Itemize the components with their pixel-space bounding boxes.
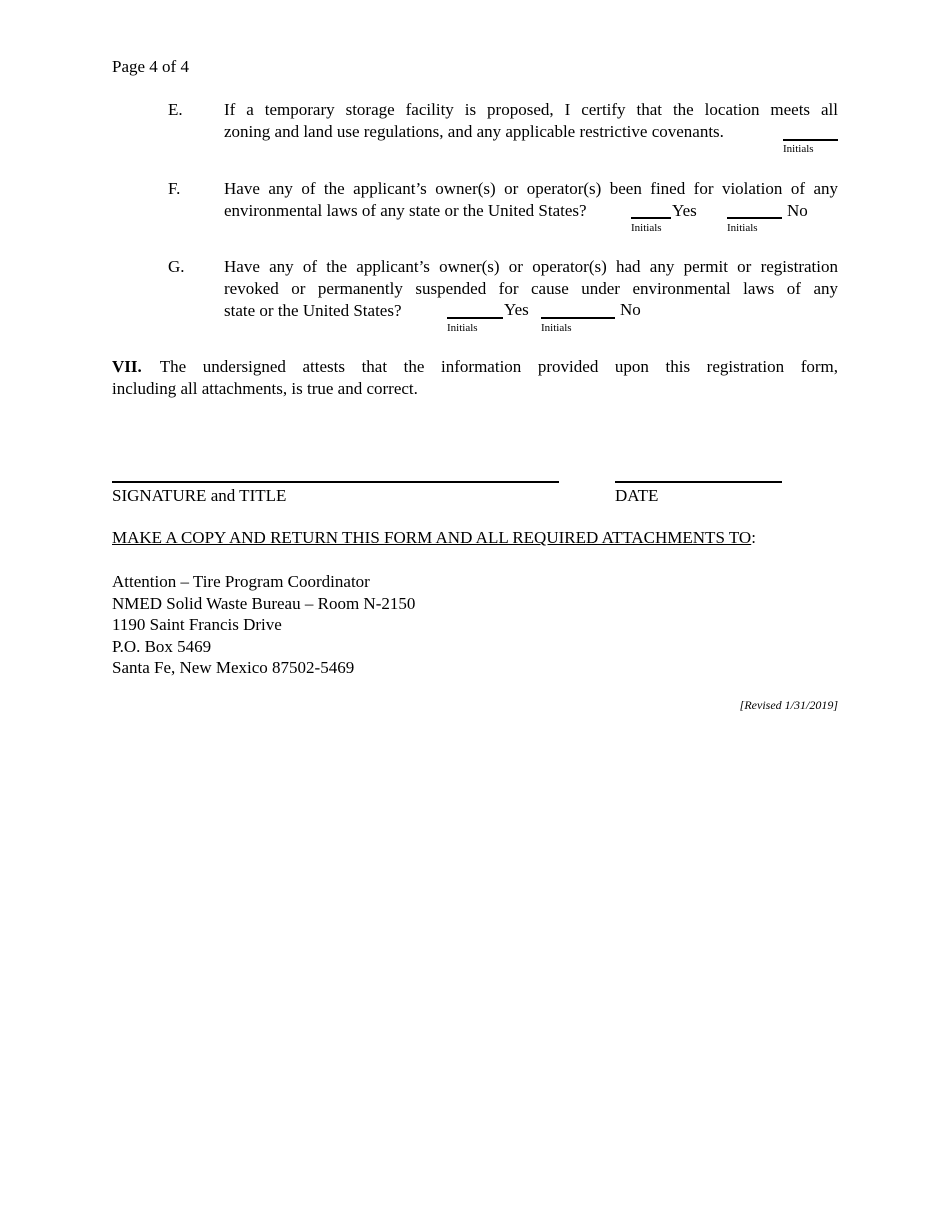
signature-line[interactable] bbox=[112, 481, 559, 483]
item-g-yes-initials-line[interactable] bbox=[447, 317, 503, 319]
return-heading-text: MAKE A COPY AND RETURN THIS FORM AND ALL REQUIRED ATTACHMENTS TO bbox=[112, 528, 752, 547]
item-f-no-label: No bbox=[787, 201, 808, 220]
item-g-letter: G. bbox=[168, 257, 185, 276]
return-heading bbox=[112, 527, 756, 549]
item-e-line2: zoning and land use regulations, and any applicable restrictive covenants. bbox=[224, 122, 724, 141]
item-f-text bbox=[224, 178, 838, 222]
item-f-letter: F. bbox=[168, 179, 181, 198]
section-vii-text-1: The undersigned attests that the information provided upon this registration form, bbox=[159, 357, 838, 376]
return-heading-colon: : bbox=[751, 528, 756, 547]
item-g-line2: revoked or permanently suspended for cause under environmental laws of any bbox=[224, 279, 838, 298]
address-line: 1190 Saint Francis Drive bbox=[112, 615, 282, 634]
item-g-line1: Have any of the applicant’s owner(s) or operator(s) had any permit or registration bbox=[224, 257, 838, 276]
item-e-initials-label: Initials bbox=[783, 143, 814, 155]
item-g-no-initials-label: Initials bbox=[541, 322, 572, 334]
page-number: Page 4 of 4 bbox=[112, 57, 189, 76]
address-line: NMED Solid Waste Bureau – Room N-2150 bbox=[112, 593, 416, 613]
item-f-yes-initials-label: Initials bbox=[631, 222, 662, 234]
item-e-initials-line[interactable] bbox=[783, 139, 838, 141]
section-vii-line2: including all attachments, is true and correct. bbox=[112, 379, 418, 398]
item-f-no-initials-label: Initials bbox=[727, 222, 758, 234]
section-vii-line1 bbox=[112, 356, 838, 378]
signature-label: SIGNATURE and TITLE bbox=[112, 486, 287, 505]
item-g-no-initials-line[interactable] bbox=[541, 317, 615, 319]
item-e-letter: E. bbox=[168, 100, 183, 119]
item-e-text bbox=[224, 99, 838, 143]
address-line: P.O. Box 5469 bbox=[112, 636, 212, 656]
item-f-yes-initials-line[interactable] bbox=[631, 217, 671, 219]
item-f-line2: environmental laws of any state or the United States? bbox=[224, 201, 587, 220]
item-e-line1: If a temporary storage facility is proposed, I certify that the location meets all bbox=[224, 100, 838, 119]
item-f-yes-label: Yes bbox=[672, 201, 697, 220]
address-line: Santa Fe, New Mexico 87502-5469 bbox=[112, 658, 355, 677]
revised-date: [Revised 1/31/2019] bbox=[739, 698, 838, 712]
item-g-yes-initials-label: Initials bbox=[447, 322, 478, 334]
item-f-no-initials-line[interactable] bbox=[727, 217, 782, 219]
item-g-line3: state or the United States? bbox=[224, 301, 402, 320]
item-g-yes-label: Yes bbox=[504, 300, 529, 319]
date-line[interactable] bbox=[615, 481, 782, 483]
item-g-text bbox=[224, 256, 838, 322]
date-label: DATE bbox=[615, 486, 659, 505]
address-line: Attention – Tire Program Coordinator bbox=[112, 572, 370, 591]
mailing-address bbox=[112, 571, 415, 679]
item-g-no-label: No bbox=[620, 300, 641, 319]
section-vii bbox=[112, 356, 838, 400]
item-f-line1: Have any of the applicant’s owner(s) or operator(s) been fined for violation of any bbox=[224, 179, 838, 198]
section-vii-number: VII. bbox=[112, 357, 142, 376]
